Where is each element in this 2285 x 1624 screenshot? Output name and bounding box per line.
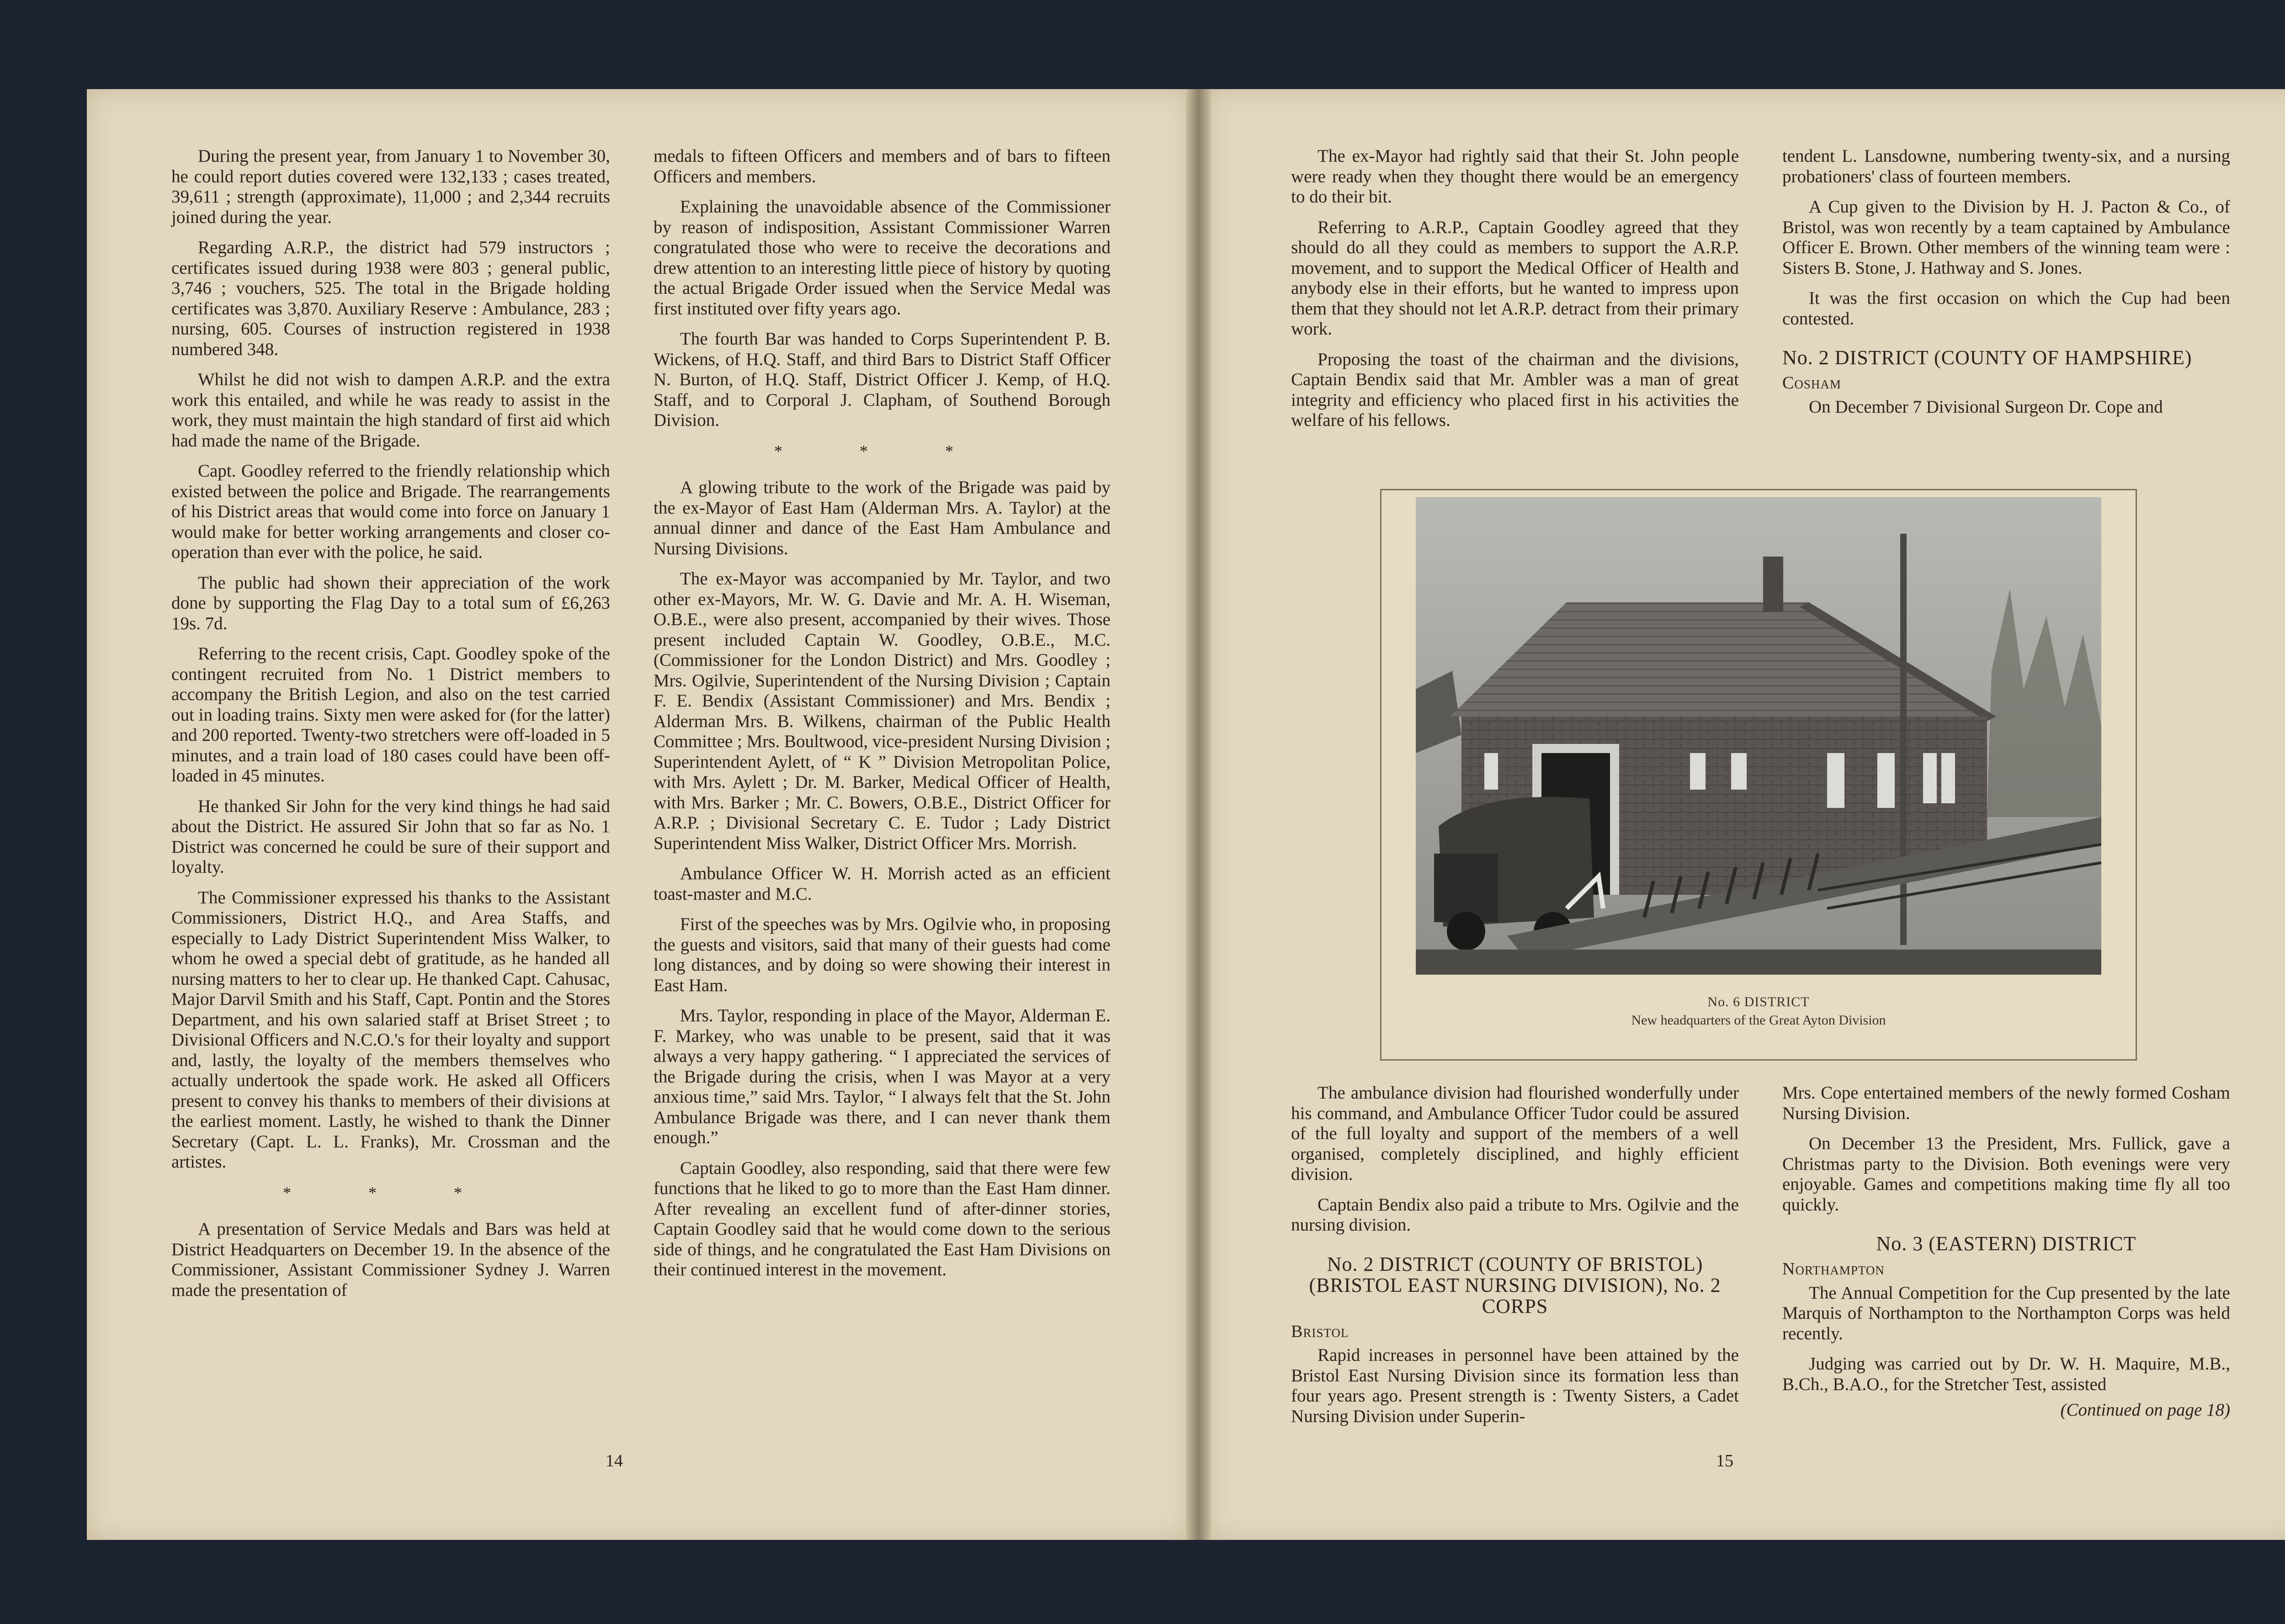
paragraph: The ex-Mayor was accompanied by Mr. Taylor, and two other ex-Mayors, Mr. W. G. Davie and Mr. A. H. Wiseman, O.B.E., were also present, accompanied by their wives. Those present included Captain W. Goodley, O.B.E., M.C. (Commissioner for the London District) and Mrs. Goodley ; Mrs. Ogilvie, Superintendent of the Nursing Division ; Captain F. E. Bendix (Assistant Commissioner) and Mrs. Bendix ; Alderman Mrs. B. Wilkens, chairman of the Public Health Committee ; Mrs. Boultwood, vice-president Nursing Division ; Superintendent Aylett, of “ K ” Division Metropolitan Police, with Mrs. Aylett ; Dr. M. Barker, Medical Officer of Health, with Mrs. Barker ; Mr. C. Bowers, O.B.E., District Officer for A.R.P. ; Divisional Secretary C. E. Tudor ; Lady District Superintendent Miss Walker, District Officer Mrs. Morrish. [654, 569, 1111, 853]
paragraph: Referring to the recent crisis, Capt. Goodley spoke of the contingent recruited from No. 1 District members to accompany the British Legion, and also on the test carried out in loading trains. Sixty men were asked for (for the latter) and 200 reported. Twenty-two stretchers were off-loaded in 5 minutes, and a train load of 180 cases could have been off-loaded in 45 minutes. [171, 644, 610, 785]
paragraph: Capt. Goodley referred to the friendly relationship which existed between the police and Brigade. The rearrangements of his District areas that would come into force on January 1 would make for better working arrangements and closer co-operation than ever with the police, he said. [171, 461, 610, 562]
paragraph: Referring to A.R.P., Captain Goodley agreed that they should do all they could as members to support the A.R.P. movement, and to support the Medical Officer of Health and anybody else in their efforts, but he wanted to impress upon them that they should not let A.R.P. detract from their primary work. [1291, 217, 1739, 339]
left-column-2 [654, 146, 1111, 1290]
section-divider: * * * [283, 1183, 499, 1202]
paragraph: Whilst he did not wish to dampen A.R.P. and the extra work this entailed, and while he was ready to assist in the work, they must maintain the high standard of first aid which had made the name of the Brigade. [171, 370, 610, 451]
page-number: 15 [1716, 1451, 1733, 1470]
paragraph: During the present year, from January 1 to November 30, he could report duties covered were 132,133 ; cases treated, 39,611 ; strength (approximate), 11,000 ; and 2,344 recruits joined during the year. [171, 146, 610, 227]
section-subheading: Bristol [1291, 1321, 1349, 1341]
paragraph: medals to fifteen Officers and members and of bars to fifteen Officers and members. [654, 146, 1111, 186]
photo-caption-text: New headquarters of the Great Ayton Division [1631, 1013, 1886, 1028]
paragraph: Regarding A.R.P., the district had 579 instructors ; certificates issued during 1938 were 803 ; general public, 3,746 ; vouchers, 525. The total in the Brigade holding certificates was 3,870. Auxiliary Reserve : Ambulance, 283 ; nursing, 605. Courses of instruction registered in 1938 numbered 348. [171, 238, 610, 359]
headquarters-photo [1416, 497, 2101, 975]
paragraph: Mrs. Taylor, responding in place of the Mayor, Alderman E. F. Markey, who was unable to be present, said that it was always a very happy gathering. “ I appreciated the services of the Brigade during the crisis, when I was Mayor at a very anxious time,” said Mrs. Taylor, “ I always felt that the St. John Ambulance Brigade was there, and I can never thank them enough.” [654, 1006, 1111, 1147]
paragraph: Ambulance Officer W. H. Morrish acted as an efficient toast-master and M.C. [654, 864, 1111, 904]
section-subheading: Northampton [1782, 1259, 1885, 1279]
continued-note: (Continued on page 18) [2060, 1400, 2230, 1420]
paragraph: He thanked Sir John for the very kind things he had said about the District. He assured Sir John that so far as No. 1 District was concerned he could be sure of their support and loyalty. [171, 796, 610, 877]
section-subheading: Cosham [1782, 373, 1841, 393]
paragraph: A Cup given to the Division by H. J. Pacton & Co., of Bristol, was won recently by a team captained by Ambulance Officer E. Brown. Other members of the winning team were : Sisters B. Stone, J. Hathway and S. Jones. [1782, 197, 2230, 278]
section-heading: No. 3 (EASTERN) DISTRICT [1876, 1232, 2136, 1255]
paragraph: Rapid increases in personnel have been attained by the Bristol East Nursing Division since its formation less than four years ago. Present strength is : Twenty Sisters, a Cadet Nursing Division under Superin- [1291, 1345, 1739, 1426]
photo-caption-title: No. 6 DISTRICT [1707, 994, 1810, 1009]
paragraph: It was the first occasion on which the Cup had been contested. [1782, 288, 2230, 329]
paragraph: The public had shown their appreciation of the work done by supporting the Flag Day to a total sum of £6,263 19s. 7d. [171, 573, 610, 633]
right-column-1-top [1291, 146, 1739, 441]
building-photo-illustration [1416, 497, 2101, 975]
paragraph: tendent L. Lansdowne, numbering twenty-six, and a nursing probationers' class of fourteen members. [1782, 146, 2230, 186]
paragraph: The ambulance division had flourished wonderfully under his command, and Ambulance Officer Tudor could be assured of the full loyalty and support of the members of a well organised, completely disciplined, and highly efficient division. [1291, 1083, 1739, 1184]
right-column-2-top [1782, 146, 2230, 427]
section-heading: No. 2 DISTRICT (COUNTY OF BRISTOL) (BRISTOL EAST NURSING DIVISION), No. 2 CORPS [1309, 1252, 1721, 1317]
paragraph: Captain Goodley, also responding, said that there were few functions that he liked to go to more than the East Ham dinner. After revealing an excellent fund of after-dinner stories, Captain Goodley said that he would come down to the serious side of things, and he congratulated the East Ham Divisions on their continued interest in the movement. [654, 1158, 1111, 1279]
left-column-1 [171, 146, 610, 1311]
paragraph: The Annual Competition for the Cup presented by the late Marquis of Northampton to the Northampton Corps was held recently. [1782, 1283, 2230, 1343]
paragraph: First of the speeches was by Mrs. Ogilvie who, in proposing the guests and visitors, said that many of their guests had come long distances, and by doing so were showing their interest in East Ham. [654, 914, 1111, 995]
paragraph: The fourth Bar was handed to Corps Superintendent P. B. Wickens, of H.Q. Staff, and third Bars to District Staff Officer N. Burton, of H.Q. Staff, District Officer J. Kemp, of H.Q. Staff, and to Corporal J. Clapham, of Southend Borough Division. [654, 329, 1111, 430]
paragraph: Explaining the unavoidable absence of the Commissioner by reason of indisposition, Assistant Commissioner Warren congratulated those who were to receive the decorations and drew attention to an interesting little piece of history by quoting the actual Brigade Order issued when the Service Medal was first instituted over fifty years ago. [654, 197, 1111, 318]
right-column-1-bottom [1291, 1083, 1739, 1437]
paragraph: The Commissioner expressed his thanks to the Assistant Commissioners, District H.Q., and Area Staffs, and especially to Lady District Superintendent Miss Walker, to whom he owed a special debt of gratitude, as he handed all nursing matters to her to clear up. He thanked Capt. Cahusac, Major Darvil Smith and his Staff, Capt. Pontin and the Stores Department, and his own salaried staff at Briset Street ; to Divisional Officers and N.C.O.'s for their loyalty and support and, lastly, the loyalty of the members themselves who actually undertook the spade work. He asked all Officers present to convey his thanks to members of their divisions at the earliest moment. Lastly, he wished to thank the Dinner Secretary (Capt. L. L. Franks), Mr. Crossman and the artistes. [171, 887, 610, 1172]
paragraph: The ex-Mayor had rightly said that their St. John people were ready when they thought there would be an emergency to do their bit. [1291, 146, 1739, 207]
paragraph: A presentation of Service Medals and Bars was held at District Headquarters on December 19. In the absence of the Commissioner, Assistant Commissioner Sydney J. Warren made the presentation of [171, 1219, 610, 1300]
paragraph: Judging was carried out by Dr. W. H. Maquire, M.B., B.Ch., B.A.O., for the Stretcher Test, assisted [1782, 1354, 2230, 1394]
section-heading: No. 2 DISTRICT (COUNTY OF HAMPSHIRE) [1782, 346, 2192, 369]
paragraph: On December 7 Divisional Surgeon Dr. Cope and [1809, 397, 2163, 417]
section-divider: * * * [774, 441, 990, 460]
paragraph: On December 13 the President, Mrs. Fullick, gave a Christmas party to the Division. Both evenings were very enjoyable. Games and competitions making time fly all too quickly. [1782, 1134, 2230, 1215]
paragraph: Mrs. Cope entertained members of the newly formed Cosham Nursing Division. [1782, 1083, 2230, 1123]
right-column-2-bottom [1782, 1083, 2230, 1421]
photo-frame [1380, 489, 2137, 1061]
page-gutter [1186, 89, 1211, 1540]
paragraph: Proposing the toast of the chairman and the divisions, Captain Bendix said that Mr. Ambler was a man of great integrity and efficiency who placed first in his activities the welfare of his fellows. [1291, 349, 1739, 430]
paragraph: A glowing tribute to the work of the Brigade was paid by the ex-Mayor of East Ham (Alderman Mrs. A. Taylor) at the annual dinner and dance of the East Ham Ambulance and Nursing Divisions. [654, 478, 1111, 558]
paragraph: Captain Bendix also paid a tribute to Mrs. Ogilvie and the nursing division. [1291, 1194, 1739, 1235]
page-number: 14 [606, 1451, 623, 1470]
